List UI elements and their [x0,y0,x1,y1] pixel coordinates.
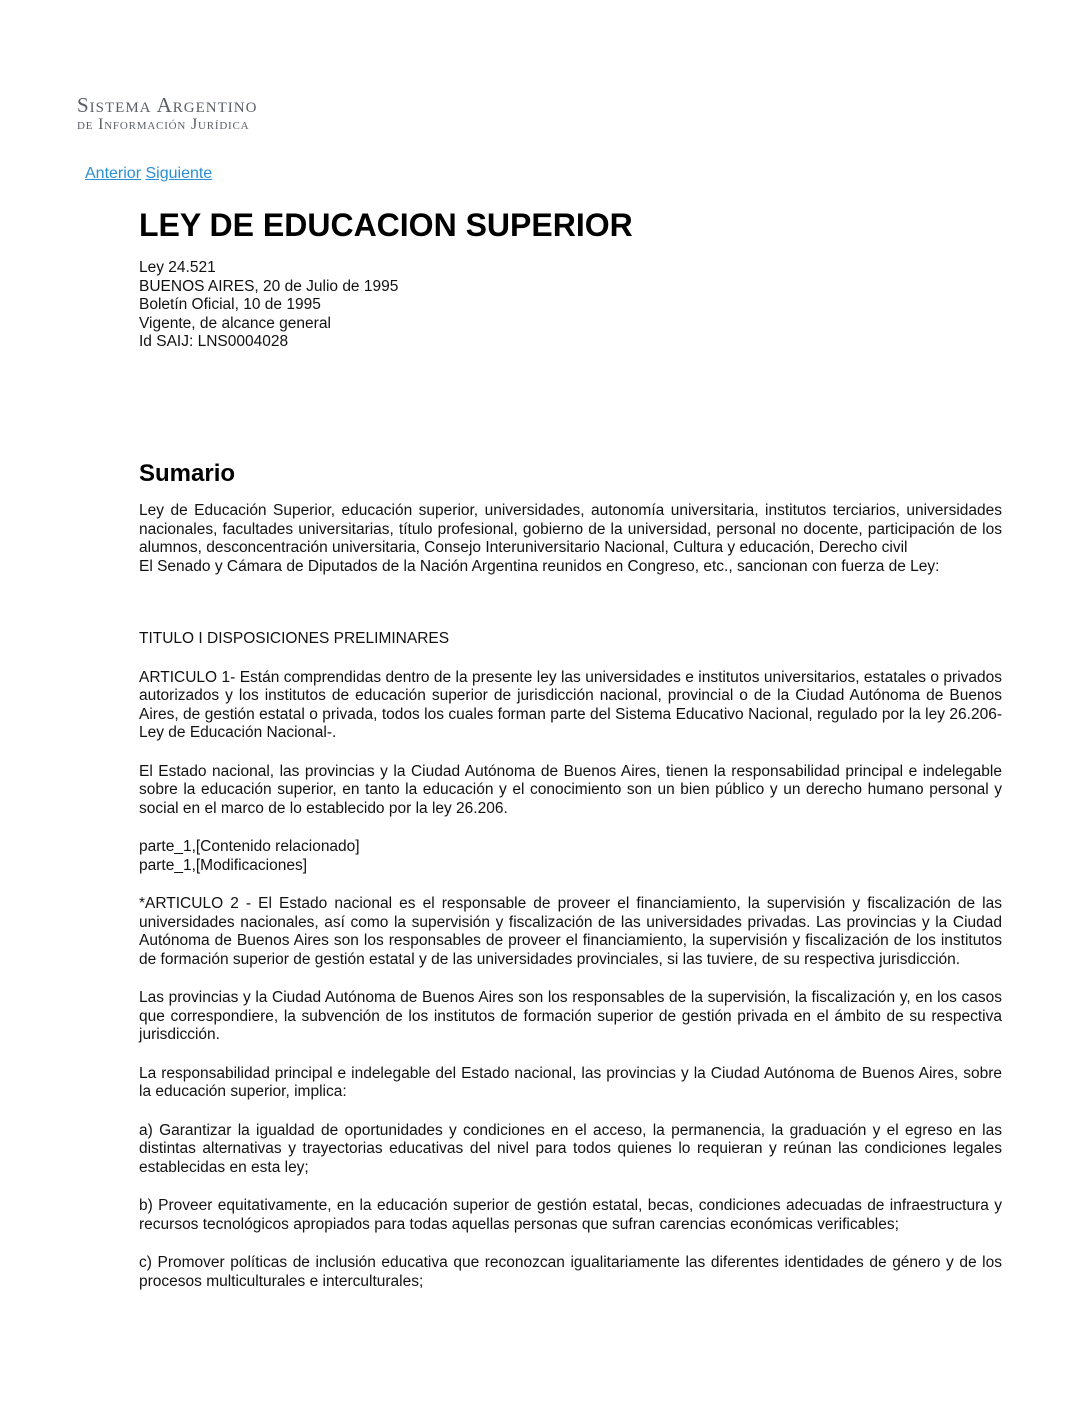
modifications-link: parte_1,[Modificaciones] [139,856,308,874]
related-content-link: parte_1,[Contenido relacionado] [139,838,360,855]
related-links [139,838,1002,875]
article-1-paragraph-2: El Estado nacional, las provincias y la Ciudad Autónoma de Buenos Aires, tienen la responsabilidad principal e indelegable sobre la educación superior, en tanto la educación y el conocimiento son un bien público y un derecho humano personal y social en el marco de lo establecido por la ley 26.206. [139,762,1002,817]
logo-line-2: de Información Jurídica [77,116,250,133]
sumario-section [139,502,1002,576]
logo-line-1: Sistema Argentino [77,93,258,117]
nav-link-siguiente[interactable]: Siguiente [145,165,213,182]
meta-place-date: BUENOS AIRES, 20 de Julio de 1995 [139,277,399,295]
document-nav [85,164,212,184]
article-2-item-a: a) Garantizar la igualdad de oportunidades y condiciones en el acceso, la permanencia, la graduación y el egreso en las distintas alternativas y trayectorias educativas del nivel para todos quienes lo requieran y reúnan las condiciones legales establecidas en esta ley; [139,1121,1002,1176]
meta-law-number: Ley 24.521 [139,259,216,276]
meta-boletin: Boletín Oficial, 10 de 1995 [139,296,321,313]
article-1-paragraph-1: ARTICULO 1- Están comprendidas dentro de la presente ley las universidades e institutos universitarios, estatales o privados autorizados y los institutos de educación superior de jurisdicción nacional, provincial o de la Ciudad Autónoma de Buenos Aires, de gestión estatal o privada, todos los cuales forman parte del Sistema Educativo Nacional, regulado por la ley 26.206-Ley de Educación Nacional-. [139,668,1002,741]
article-2-paragraph-1: *ARTICULO 2 - El Estado nacional es el responsable de proveer el financiamiento, la supervisión y fiscalización de las universidades nacionales, así como la supervisión y fiscalización de las universidades privadas. Las provincias y la Ciudad Autónoma de Buenos Aires son los responsables de proveer el financiamiento, la supervisión y fiscalización de los institutos de formación superior de gestión estatal y de las universidades provinciales, si las tuviere, de su respectiva jurisdicción. [139,895,1002,968]
document-meta [139,259,1002,352]
sumario-intro: El Senado y Cámara de Diputados de la Nación Argentina reunidos en Congreso, etc., sancionan con fuerza de Ley: [139,557,940,575]
titulo-heading: TITULO I DISPOSICIONES PRELIMINARES [139,630,450,647]
sumario-keywords: Ley de Educación Superior, educación superior, universidades, autonomía universitaria, institutos terciarios, universidades nacionales, facultades universitarias, título profesional, gobierno de la universidad, personal no docente, participación de los alumnos, desconcentración universitaria, Consejo Interuniversitario Nacional, Cultura y educación, Derecho civil [139,502,1002,556]
article-2-paragraph-2: Las provincias y la Ciudad Autónoma de Buenos Aires son los responsables de la supervisión, la fiscalización y, en los casos que correspondiere, la subvención de los institutos de formación superior de gestión privada en el ámbito de su respectiva jurisdicción. [139,989,1002,1043]
page-title: LEY DE EDUCACION SUPERIOR [139,207,633,243]
article-2-item-b: b) Proveer equitativamente, en la educación superior de gestión estatal, becas, condiciones adecuadas de infraestructura y recursos tecnológicos apropiados para todas aquellas personas que sufran carencias económicas verificables; [139,1197,1002,1233]
meta-status: Vigente, de alcance general [139,314,331,332]
article-2-item-c: c) Promover políticas de inclusión educativa que reconozcan igualitariamente las diferentes identidades de género y de los procesos multiculturales e interculturales; [139,1254,1002,1290]
saij-logo [77,94,257,136]
nav-link-anterior[interactable]: Anterior [85,165,142,182]
sumario-heading: Sumario [139,460,236,487]
meta-saij-id: Id SAIJ: LNS0004028 [139,333,289,350]
law-body [139,630,1002,1311]
article-2-paragraph-3: La responsabilidad principal e indelegable del Estado nacional, las provincias y la Ciudad Autónoma de Buenos Aires, sobre la educación superior, implica: [139,1064,1002,1100]
